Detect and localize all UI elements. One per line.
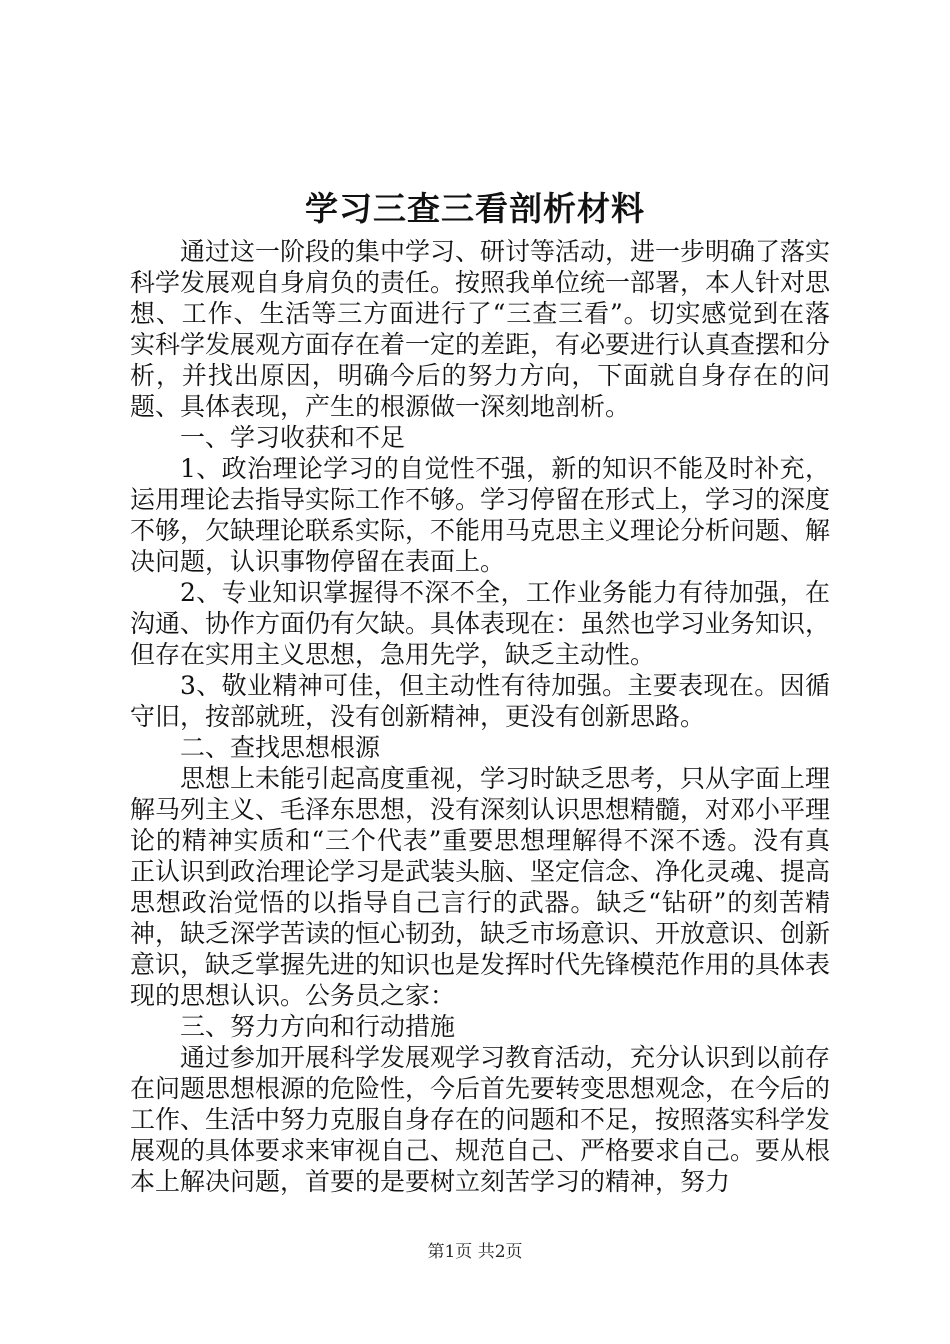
document-title: 学习三查三看剖析材料 [305, 189, 645, 228]
document-body [130, 236, 830, 1197]
intro-paragraph: 通过这一阶段的集中学习、研讨等活动，进一步明确了落实科学发展观自身肩负的责任。按照我单位统一部署，本人针对思想、工作、生活等三方面进行了“三查三看”。切实感觉到在落实科学发展观方面存在着一定的差距，有必要进行认真查摆和分析，并找出原因，明确今后的努力方向，下面就自身存在的问题、具体表现，产生的根源做一深刻地剖析。 [130, 237, 831, 421]
list-item-2: 2、专业知识掌握得不深不全，工作业务能力有待加强，在沟通、协作方面仍有欠缺。具体表现在：虽然也学习业务知识，但存在实用主义思想，急用先学，缺乏主动性。 [130, 578, 831, 669]
section-heading-1: 一、学习收获和不足 [180, 423, 406, 452]
section-heading-2: 二、查找思想根源 [180, 733, 381, 762]
page-number-footer: 第1页 共2页 [427, 1242, 523, 1262]
section-3-paragraph: 通过参加开展科学发展观学习教育活动，充分认识到以前存在问题思想根源的危险性，今后首先要转变思想观念，在今后的工作、生活中努力克服自身存在的问题和不足，按照落实科学发展观的具体要求来审视自己、规范自己、严格要求自己。要从根本上解决问题，首要的是要树立刻苦学习的精神，努力 [130, 1043, 831, 1196]
list-item-3: 3、敬业精神可佳，但主动性有待加强。主要表现在。因循守旧，按部就班，没有创新精神，更没有创新思路。 [130, 671, 830, 731]
section-heading-3: 三、努力方向和行动措施 [180, 1012, 456, 1041]
section-2-paragraph: 思想上未能引起高度重视，学习时缺乏思考，只从字面上理解马列主义、毛泽东思想，没有深刻认识思想精髓，对邓小平理论的精神实质和“三个代表”重要思想理解得不深不透。没有真正认识到政治理论学习是武装头脑、坚定信念、净化灵魂、提高思想政治觉悟的以指导自己言行的武器。缺乏“钻研”的刻苦精神，缺乏深学苦读的恒心韧劲，缺乏市场意识、开放意识、创新意识，缺乏掌握先进的知识也是发挥时代先锋模范作用的具体表现的思想认识。公务员之家： [130, 764, 831, 1010]
list-item-1: 1、政治理论学习的自觉性不强，新的知识不能及时补充，运用理论去指导实际工作不够。学习停留在形式上，学习的深度不够，欠缺理论联系实际，不能用马克思主义理论分析问题、解决问题，认识事物停留在表面上。 [130, 454, 831, 576]
